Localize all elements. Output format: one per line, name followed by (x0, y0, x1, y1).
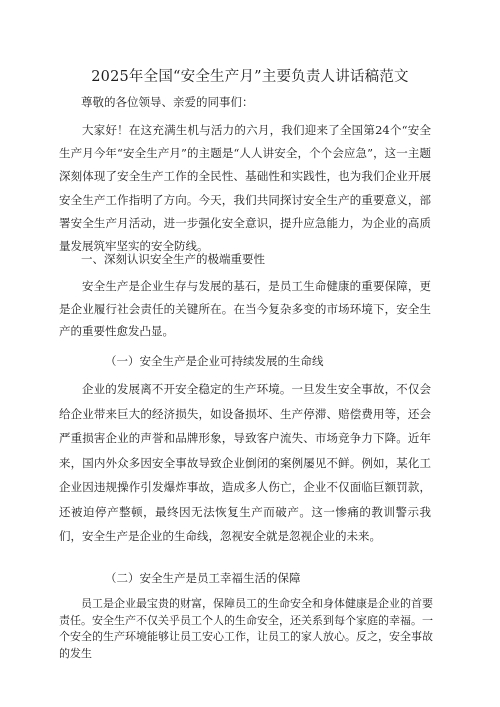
section-1-paragraph (59, 275, 431, 343)
subsection-1-2-paragraph (59, 596, 433, 662)
subsection-1-1-paragraph (59, 377, 431, 549)
document-title: 2025年全国“安全生产月”主要负责人讲话稿范文 (91, 69, 409, 85)
intro-paragraph (59, 119, 431, 258)
section-1-paragraph-text: 安全生产是企业生存与发展的基石，是员工生命健康的重要保障，更是企业履行社会责任的关键所在。在当今复杂多变的市场环境下，安全生产的重要性愈发凸显。 (59, 279, 431, 338)
section-heading-1: 一、深刻认识安全生产的极端重要性 (81, 252, 265, 266)
subsection-heading-1-2: （二）安全生产是员工幸福生活的保障 (105, 571, 301, 585)
subsection-1-2-paragraph-text: 员工是企业最宝贵的财富，保障员工的生命安全和身体健康是企业的首要责任。安全生产不仅关乎员工个人的生命安全，还关系到每个家庭的幸福。一个安全的生产环境能够让员工安心工作，让员工的家人放心。反之，安全事故的发生 (59, 597, 433, 660)
salutation: 尊敬的各位领导、亲爱的同事们： (81, 95, 254, 109)
subsection-heading-1-1: （一）安全生产是企业可持续发展的生命线 (105, 354, 324, 368)
subsection-1-1-paragraph-text: 企业的发展离不开安全稳定的生产环境。一旦发生安全事故，不仅会给企业带来巨大的经济损失，如设备损坏、生产停滞、赔偿费用等，还会严重损害企业的声誉和品牌形象，导致客户流失、市场竞争力下降。近年来，国内外众多因安全事故导致企业倒闭的案例屡见不鲜。例如，某化工企业因违规操作引发爆炸事故，造成多人伤亡，企业不仅面临巨额罚款，还被迫停产整顿，最终因无法恢复生产而破产。这一惨痛的教训警示我们，安全生产是企业的生命线，忽视安全就是忽视企业的未来。 (59, 382, 431, 543)
intro-paragraph-text: 大家好！在这充满生机与活力的六月，我们迎来了全国第24个“安全生产月今年“安全生产月”的主题是“人人讲安全，个个会应急”，这一主题深刻体现了安全生产工作的全民性、基础性和实践性，也为我们企业开展安全生产工作指明了方向。今天，我们共同探讨安全生产的重要意义，部署安全生产月活动，进一步强化安全意识，提升应急能力，为企业的高质量发展筑牢坚实的安全防线。 (59, 123, 431, 254)
